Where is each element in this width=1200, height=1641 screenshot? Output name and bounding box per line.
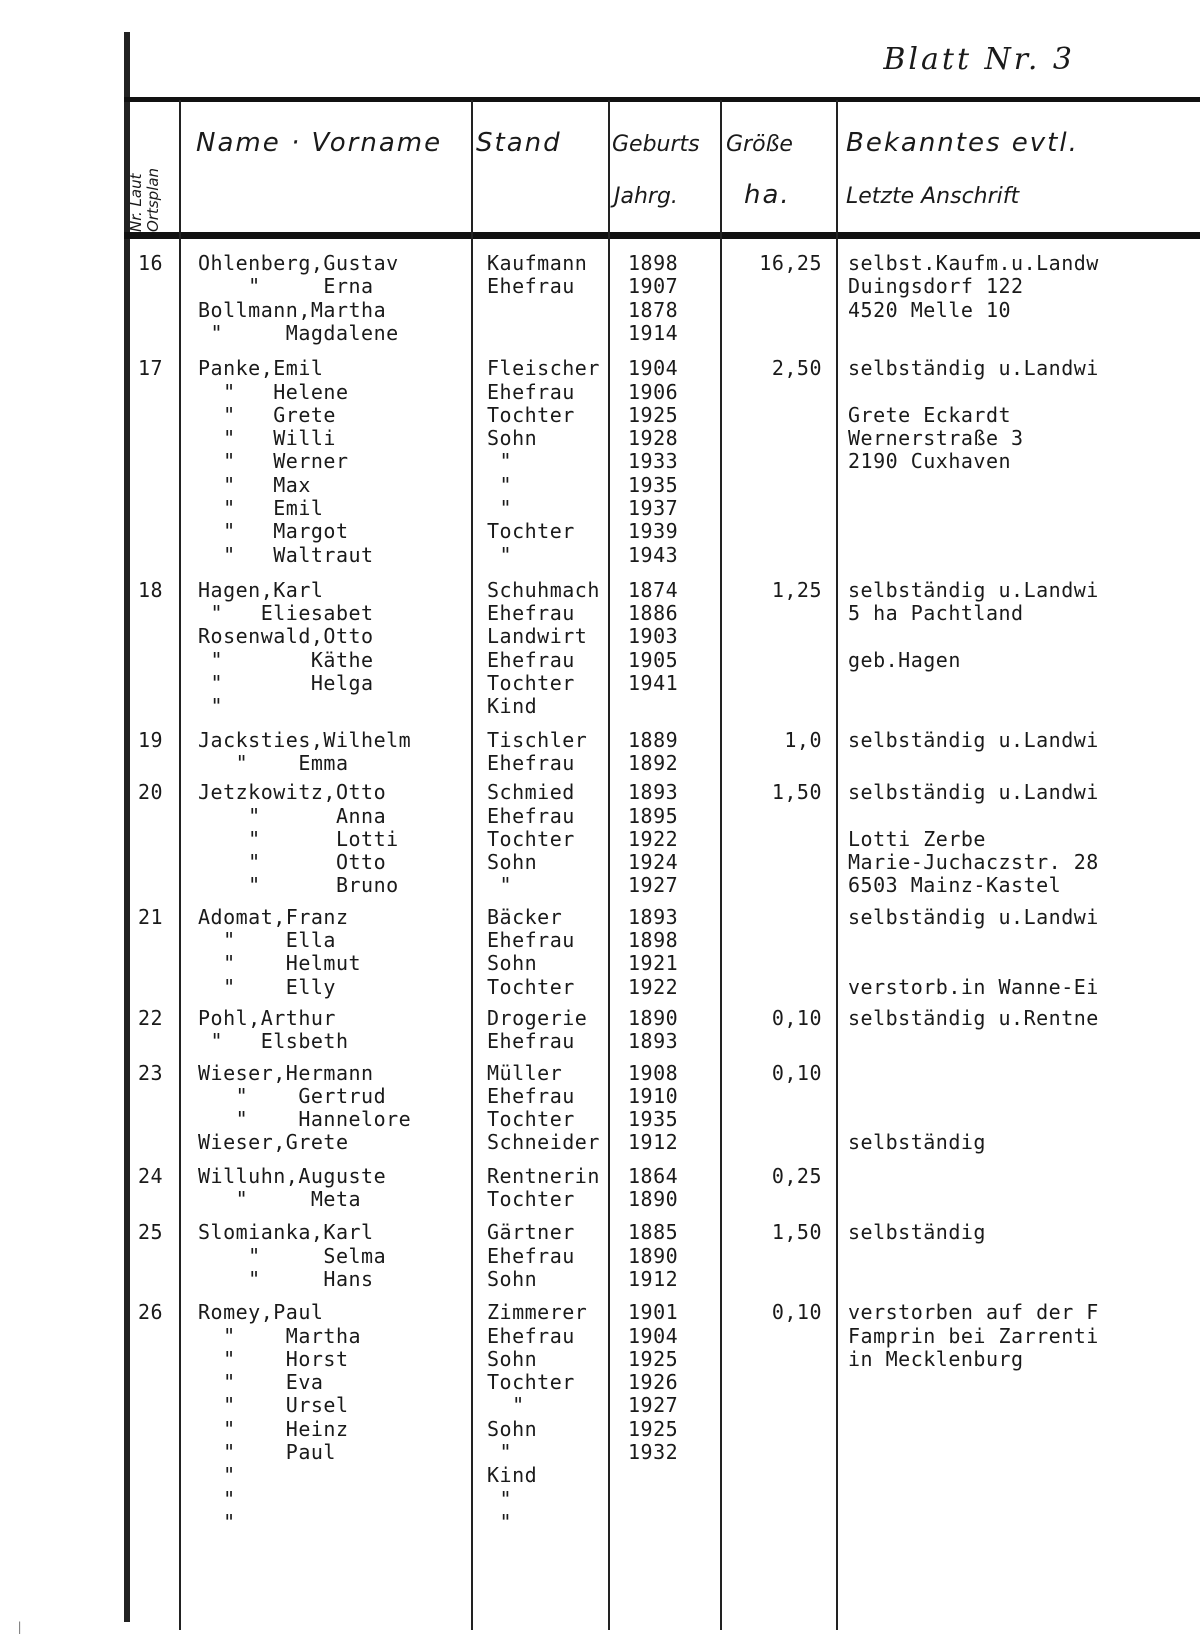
row-note: Lotti Zerbe — [848, 827, 986, 851]
row-birth-year: 1906 — [628, 380, 679, 404]
row-birth-year: 1886 — [628, 601, 679, 625]
row-stand: Tischler — [487, 728, 588, 752]
row-number: 16 — [138, 251, 164, 275]
row-size-ha: 16,25 — [759, 251, 822, 275]
row-size-ha: 1,25 — [771, 578, 822, 602]
row-name: " Martha — [198, 1324, 362, 1348]
row-number: 17 — [138, 356, 164, 380]
row-note: Famprin bei Zarrenti — [848, 1324, 1099, 1348]
row-birth-year: 1926 — [628, 1370, 679, 1394]
row-name: Pohl,Arthur — [198, 1006, 336, 1030]
row-name: " Lotti — [198, 827, 399, 851]
row-size-ha: 0,10 — [771, 1061, 822, 1085]
header-geburts-line2: Jahrg. — [614, 184, 678, 209]
row-name: " Emil — [198, 496, 324, 520]
row-stand: Ehefrau — [487, 380, 575, 404]
row-stand: Tochter — [487, 827, 575, 851]
row-stand: Kind — [487, 694, 538, 718]
row-name: " Anna — [198, 804, 387, 828]
row-stand: Schmied — [487, 780, 575, 804]
row-stand: Ehefrau — [487, 1324, 575, 1348]
row-name: " Heinz — [198, 1417, 349, 1441]
row-stand: Sohn — [487, 426, 538, 450]
row-number: 24 — [138, 1164, 164, 1188]
row-stand: " — [487, 1487, 513, 1511]
row-name: " — [198, 694, 224, 718]
header-stand: Stand — [476, 128, 562, 158]
row-birth-year: 1893 — [628, 905, 679, 929]
row-name: " Hans — [198, 1267, 374, 1291]
row-number: 22 — [138, 1006, 164, 1030]
row-note: selbständig — [848, 1220, 986, 1244]
row-number: 21 — [138, 905, 164, 929]
row-name: " Hannelore — [198, 1107, 412, 1131]
row-birth-year: 1907 — [628, 274, 679, 298]
row-birth-year: 1901 — [628, 1300, 679, 1324]
row-number: 25 — [138, 1220, 164, 1244]
row-birth-year: 1904 — [628, 356, 679, 380]
row-stand: Tochter — [487, 671, 575, 695]
header-nr-line2: Ortsplan — [144, 167, 162, 232]
row-stand: Müller — [487, 1061, 563, 1085]
row-name: " — [198, 1510, 236, 1534]
header-name: Name · Vorname — [196, 128, 443, 158]
row-stand: Ehefrau — [487, 928, 575, 952]
row-note: 5 ha Pachtland — [848, 601, 1024, 625]
row-number: 19 — [138, 728, 164, 752]
header-nr — [128, 168, 162, 232]
row-stand: Ehefrau — [487, 274, 575, 298]
row-birth-year: 1892 — [628, 751, 679, 775]
header-top-rule — [124, 97, 1200, 102]
row-name: " Ursel — [198, 1393, 349, 1417]
header-geburts-line1: Geburts — [612, 132, 700, 157]
row-name: Jetzkowitz,Otto — [198, 780, 387, 804]
row-name: " Käthe — [198, 648, 374, 672]
header-groesse-line2: ha. — [744, 180, 791, 210]
row-birth-year: 1914 — [628, 321, 679, 345]
row-birth-year: 1912 — [628, 1267, 679, 1291]
row-birth-year: 1922 — [628, 975, 679, 999]
row-note: selbständig — [848, 1130, 986, 1154]
row-name: " Ella — [198, 928, 336, 952]
row-stand: Drogerie — [487, 1006, 588, 1030]
row-birth-year: 1939 — [628, 519, 679, 543]
row-size-ha: 0,10 — [771, 1006, 822, 1030]
row-birth-year: 1890 — [628, 1244, 679, 1268]
row-birth-year: 1933 — [628, 449, 679, 473]
row-birth-year: 1922 — [628, 827, 679, 851]
row-note: verstorben auf der F — [848, 1300, 1099, 1324]
row-birth-year: 1932 — [628, 1440, 679, 1464]
column-divider-nr — [179, 100, 181, 1630]
row-stand: Sohn — [487, 951, 538, 975]
row-birth-year: 1893 — [628, 780, 679, 804]
row-name: " Elsbeth — [198, 1029, 349, 1053]
row-stand: Ehefrau — [487, 601, 575, 625]
row-name: Adomat,Franz — [198, 905, 349, 929]
row-name: " Bruno — [198, 873, 399, 897]
row-size-ha: 1,0 — [784, 728, 822, 752]
row-note: Duingsdorf 122 — [848, 274, 1024, 298]
row-stand: Sohn — [487, 1347, 538, 1371]
row-stand: " — [487, 496, 513, 520]
row-note: verstorb.in Wanne-Ei — [848, 975, 1099, 999]
row-birth-year: 1910 — [628, 1084, 679, 1108]
row-note: selbständig u.Landwi — [848, 905, 1099, 929]
row-name: Willuhn,Auguste — [198, 1164, 387, 1188]
row-birth-year: 1898 — [628, 251, 679, 275]
row-number: 26 — [138, 1300, 164, 1324]
row-name: Wieser,Grete — [198, 1130, 349, 1154]
sheet-title: Blatt Nr. 3 — [883, 42, 1075, 77]
row-stand: " — [487, 1510, 513, 1534]
row-note: selbständig u.Landwi — [848, 356, 1099, 380]
row-stand: Tochter — [487, 1187, 575, 1211]
row-birth-year: 1935 — [628, 473, 679, 497]
row-birth-year: 1885 — [628, 1220, 679, 1244]
row-birth-year: 1935 — [628, 1107, 679, 1131]
row-note: selbständig u.Landwi — [848, 780, 1099, 804]
column-divider-name — [471, 100, 473, 1630]
row-stand: " — [487, 1440, 513, 1464]
row-name: " Helmut — [198, 951, 362, 975]
row-stand: Schneider — [487, 1130, 600, 1154]
row-stand: Ehefrau — [487, 1029, 575, 1053]
row-birth-year: 1927 — [628, 1393, 679, 1417]
row-name: " Eva — [198, 1370, 324, 1394]
row-note: 4520 Melle 10 — [848, 298, 1012, 322]
row-name: Romey,Paul — [198, 1300, 324, 1324]
row-birth-year: 1928 — [628, 426, 679, 450]
row-name: " Max — [198, 473, 311, 497]
row-note: Wernerstraße 3 — [848, 426, 1024, 450]
row-stand: Ehefrau — [487, 648, 575, 672]
row-name: " Magdalene — [198, 321, 399, 345]
header-nr-line1: Nr. Laut — [127, 173, 145, 232]
row-stand: Tochter — [487, 1370, 575, 1394]
row-birth-year: 1864 — [628, 1164, 679, 1188]
row-birth-year: 1878 — [628, 298, 679, 322]
row-name: " Margot — [198, 519, 349, 543]
row-name: " Paul — [198, 1440, 336, 1464]
row-stand: Kind — [487, 1463, 538, 1487]
row-birth-year: 1893 — [628, 1029, 679, 1053]
row-birth-year: 1925 — [628, 403, 679, 427]
row-stand: Sohn — [487, 1417, 538, 1441]
row-stand: Tochter — [487, 519, 575, 543]
row-name: " Werner — [198, 449, 349, 473]
row-stand: Ehefrau — [487, 804, 575, 828]
row-size-ha: 0,25 — [771, 1164, 822, 1188]
row-name: " — [198, 1487, 236, 1511]
row-stand: Gärtner — [487, 1220, 575, 1244]
row-name: " Erna — [198, 274, 374, 298]
row-birth-year: 1943 — [628, 543, 679, 567]
row-name: " — [198, 1463, 236, 1487]
row-name: " Waltraut — [198, 543, 374, 567]
column-divider-stand — [608, 100, 610, 1630]
row-name: " Helga — [198, 671, 374, 695]
row-stand: Sohn — [487, 1267, 538, 1291]
row-birth-year: 1889 — [628, 728, 679, 752]
row-birth-year: 1905 — [628, 648, 679, 672]
corner-mark: | — [16, 1620, 24, 1634]
row-size-ha: 1,50 — [771, 780, 822, 804]
row-stand: Ehefrau — [487, 1244, 575, 1268]
row-birth-year: 1925 — [628, 1347, 679, 1371]
row-stand: " — [487, 1393, 525, 1417]
row-birth-year: 1927 — [628, 873, 679, 897]
row-stand: Fleischer — [487, 356, 600, 380]
header-bottom-rule — [124, 232, 1200, 239]
row-stand: Tochter — [487, 403, 575, 427]
left-margin-rule — [124, 32, 130, 1622]
row-name: Panke,Emil — [198, 356, 324, 380]
row-name: " Willi — [198, 426, 336, 450]
row-birth-year: 1921 — [628, 951, 679, 975]
row-name: " Gertrud — [198, 1084, 387, 1108]
row-size-ha: 1,50 — [771, 1220, 822, 1244]
row-name: Wieser,Hermann — [198, 1061, 374, 1085]
header-note-line1: Bekanntes evtl. — [846, 128, 1079, 158]
row-number: 23 — [138, 1061, 164, 1085]
row-note: 2190 Cuxhaven — [848, 449, 1012, 473]
row-birth-year: 1903 — [628, 624, 679, 648]
row-number: 18 — [138, 578, 164, 602]
row-stand: " — [487, 543, 513, 567]
row-birth-year: 1895 — [628, 804, 679, 828]
row-stand: Ehefrau — [487, 1084, 575, 1108]
row-stand: Kaufmann — [487, 251, 588, 275]
row-note: Marie-Juchaczstr. 28 — [848, 850, 1099, 874]
row-note: Grete Eckardt — [848, 403, 1012, 427]
row-stand: " — [487, 873, 513, 897]
row-birth-year: 1925 — [628, 1417, 679, 1441]
row-name: " Eliesabet — [198, 601, 374, 625]
row-name: " Horst — [198, 1347, 349, 1371]
column-divider-ha — [836, 100, 838, 1630]
row-name: " Otto — [198, 850, 387, 874]
row-name: " Helene — [198, 380, 349, 404]
row-size-ha: 0,10 — [771, 1300, 822, 1324]
row-note: selbst.Kaufm.u.Landw — [848, 251, 1099, 275]
row-birth-year: 1890 — [628, 1187, 679, 1211]
row-stand: Tochter — [487, 975, 575, 999]
row-note: selbständig u.Landwi — [848, 728, 1099, 752]
row-birth-year: 1898 — [628, 928, 679, 952]
row-note: selbständig u.Rentne — [848, 1006, 1099, 1030]
row-stand: Ehefrau — [487, 751, 575, 775]
row-stand: Sohn — [487, 850, 538, 874]
row-birth-year: 1937 — [628, 496, 679, 520]
row-note: geb.Hagen — [848, 648, 961, 672]
row-birth-year: 1904 — [628, 1324, 679, 1348]
row-name: Rosenwald,Otto — [198, 624, 374, 648]
row-name: " Elly — [198, 975, 336, 999]
header-groesse-line1: Größe — [726, 132, 793, 157]
row-name: " Emma — [198, 751, 349, 775]
row-stand: Bäcker — [487, 905, 563, 929]
row-name: " Grete — [198, 403, 336, 427]
row-birth-year: 1941 — [628, 671, 679, 695]
row-name: Bollmann,Martha — [198, 298, 387, 322]
row-note: 6503 Mainz-Kastel — [848, 873, 1062, 897]
column-divider-year — [720, 100, 722, 1630]
row-stand: " — [487, 473, 513, 497]
row-stand: Tochter — [487, 1107, 575, 1131]
row-number: 20 — [138, 780, 164, 804]
row-stand: Rentnerin — [487, 1164, 600, 1188]
row-note: selbständig u.Landwi — [848, 578, 1099, 602]
row-stand: Landwirt — [487, 624, 588, 648]
row-stand: Zimmerer — [487, 1300, 588, 1324]
row-birth-year: 1890 — [628, 1006, 679, 1030]
row-stand: " — [487, 449, 513, 473]
row-birth-year: 1912 — [628, 1130, 679, 1154]
row-name: Slomianka,Karl — [198, 1220, 374, 1244]
row-size-ha: 2,50 — [771, 356, 822, 380]
row-name: Hagen,Karl — [198, 578, 324, 602]
row-note: in Mecklenburg — [848, 1347, 1024, 1371]
row-name: Jacksties,Wilhelm — [198, 728, 412, 752]
row-birth-year: 1908 — [628, 1061, 679, 1085]
row-stand: Schuhmach — [487, 578, 600, 602]
row-birth-year: 1924 — [628, 850, 679, 874]
row-name: Ohlenberg,Gustav — [198, 251, 399, 275]
row-birth-year: 1874 — [628, 578, 679, 602]
header-note-line2: Letzte Anschrift — [846, 184, 1020, 209]
row-name: " Selma — [198, 1244, 387, 1268]
row-name: " Meta — [198, 1187, 362, 1211]
